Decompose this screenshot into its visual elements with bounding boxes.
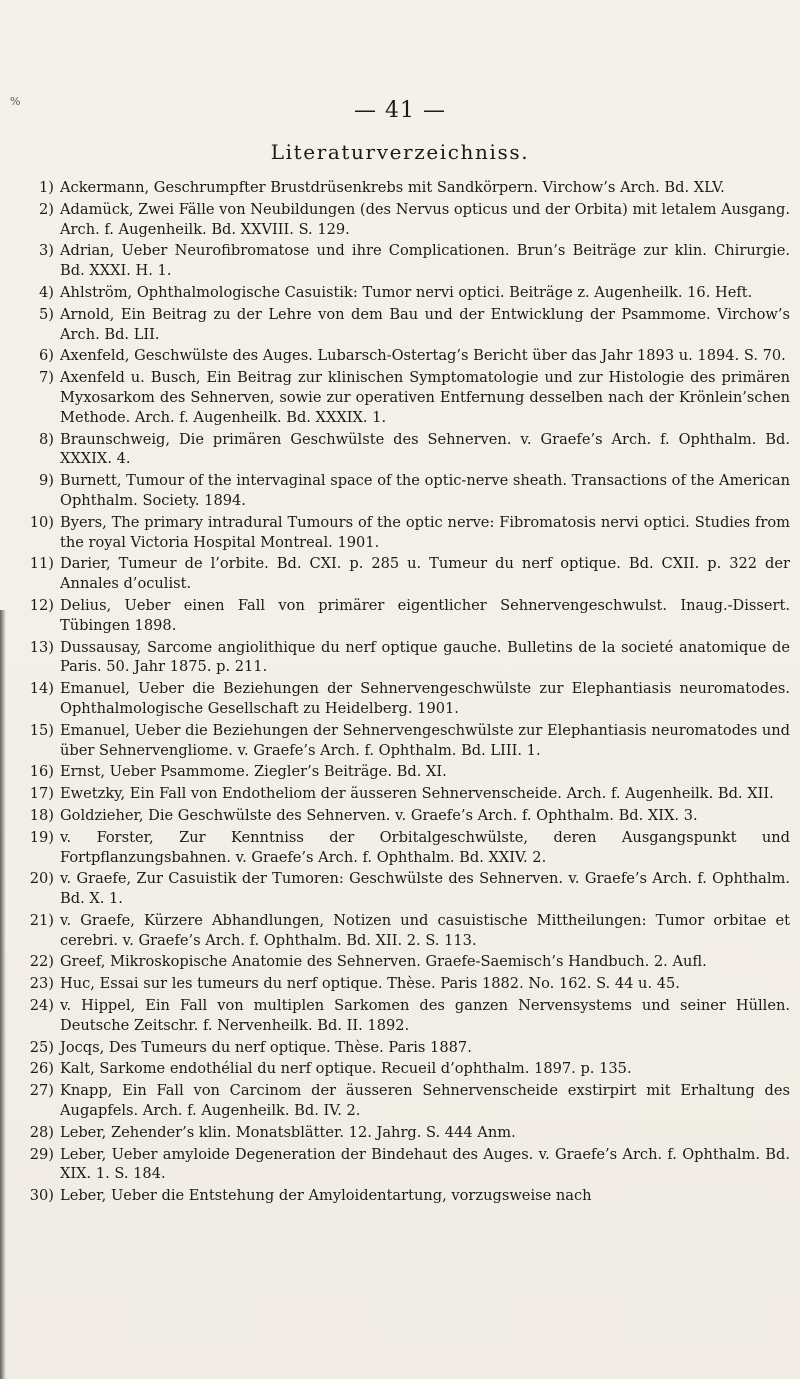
entry-number: 18) <box>29 806 54 824</box>
entry-number: 7) <box>39 369 54 387</box>
bibliography-entry <box>0 638 790 678</box>
entry-number: 29) <box>29 1145 54 1163</box>
bibliography-entry <box>0 911 790 951</box>
entry-text: v. Graefe, Zur Casuistik der Tumoren: Geschwülste des Sehnerven. v. Graefe’s Arch. f. Ophthalm. Bd. X. 1. <box>60 870 790 908</box>
entry-text: Greef, Mikroskopische Anatomie des Sehnerven. Graefe-Saemisch’s Handbuch. 2. Aufl. <box>60 953 707 971</box>
bibliography-entry <box>0 762 790 782</box>
entry-text: Burnett, Tumour of the intervaginal space of the optic-nerve sheath. Transactions of the American Ophthalm. Society. 1894. <box>60 472 790 509</box>
bibliography-entry <box>0 471 790 511</box>
entry-text: Dussausay, Sarcome angiolithique du nerf optique gauche. Bulletins de la societé anatomique de Paris. 50. Jahr 1875. p. 211. <box>60 638 790 676</box>
entry-number: 22) <box>29 953 54 971</box>
entry-number: 30) <box>29 1187 54 1205</box>
entry-number: 27) <box>29 1082 54 1100</box>
bibliography-entry <box>0 828 790 868</box>
bibliography-entry <box>0 346 790 366</box>
entry-text: Axenfeld, Geschwülste des Auges. Lubarsch-Ostertag’s Bericht über das Jahr 1893 u. 1894. S. 70. <box>60 347 786 365</box>
bibliography-entry <box>0 596 790 636</box>
bibliography-list <box>0 178 790 1208</box>
entry-text: Leber, Zehender’s klin. Monatsblätter. 12. Jahrg. S. 444 Anm. <box>60 1123 516 1141</box>
bibliography-entry <box>0 679 790 719</box>
entry-text: Adrian, Ueber Neurofibromatose und ihre Complicationen. Brun’s Beiträge zur klin. Chirurgie. Bd. XXXI. H. 1. <box>60 242 790 280</box>
entry-number: 8) <box>39 430 54 448</box>
entry-text: Darier, Tumeur de l’orbite. Bd. CXI. p. 285 u. Tumeur du nerf optique. Bd. CXII. p. 322 der Annales d’oculist. <box>60 555 790 593</box>
bibliography-entry <box>0 806 790 826</box>
entry-number: 17) <box>29 785 54 803</box>
bibliography-entry <box>0 554 790 594</box>
bibliography-entry <box>0 996 790 1036</box>
entry-number: 25) <box>29 1038 54 1056</box>
bibliography-entry <box>0 974 790 994</box>
bibliography-entry <box>0 513 790 553</box>
entry-text: Ewetzky, Ein Fall von Endotheliom der äusseren Sehnervenscheide. Arch. f. Augenheilk. Bd. XII. <box>60 785 774 803</box>
entry-text: Braunschweig, Die primären Geschwülste des Sehnerven. v. Graefe’s Arch. f. Ophthalm. Bd. XXXIX. 4. <box>60 430 790 468</box>
bibliography-entry <box>0 1081 790 1121</box>
entry-number: 4) <box>39 283 54 301</box>
entry-text: v. Forster, Zur Kenntniss der Orbitalgeschwülste, deren Ausgangspunkt und Fortpflanzungsbahnen. v. Graefe’s Arch. f. Ophthalm. Bd. XXIV. 2. <box>60 828 790 866</box>
entry-number: 11) <box>29 555 54 573</box>
bibliography-entry <box>0 1059 790 1079</box>
entry-text: v. Hippel, Ein Fall von multiplen Sarkomen des ganzen Nervensystems und seiner Hüllen. Deutsche Zeitschr. f. Nervenheilk. Bd. II. 1892. <box>60 997 790 1034</box>
entry-text: Ernst, Ueber Psammome. Ziegler’s Beiträge. Bd. XI. <box>60 763 447 781</box>
bibliography-entry <box>0 721 790 761</box>
entry-number: 28) <box>29 1123 54 1141</box>
entry-number: 21) <box>29 911 54 929</box>
bibliography-entry <box>0 784 790 804</box>
bibliography-entry <box>0 1123 790 1143</box>
entry-number: 2) <box>39 200 54 218</box>
entry-number: 26) <box>29 1060 54 1078</box>
entry-text: Goldzieher, Die Geschwülste des Sehnerven. v. Graefe’s Arch. f. Ophthalm. Bd. XIX. 3. <box>60 806 698 824</box>
entry-number: 1) <box>39 179 54 196</box>
entry-text: Ackermann, Geschrumpfter Brustdrüsenkrebs mit Sandkörpern. Virchow’s Arch. Bd. XLV. <box>60 179 725 196</box>
entry-number: 19) <box>29 828 54 846</box>
entry-text: Knapp, Ein Fall von Carcinom der äusseren Sehnervenscheide exstirpirt mit Erhaltung des Augapfels. Arch. f. Augenheilk. Bd. IV. 2. <box>60 1082 790 1120</box>
corner-mark: % <box>10 95 21 108</box>
entry-number: 20) <box>29 870 54 888</box>
page-number: — 41 — <box>354 98 446 123</box>
entry-text: Huc, Essai sur les tumeurs du nerf optique. Thèse. Paris 1882. No. 162. S. 44 u. 45. <box>60 975 680 993</box>
entry-number: 6) <box>39 347 54 365</box>
entry-text: Kalt, Sarkome endothélial du nerf optique. Recueil d’ophthalm. 1897. p. 135. <box>60 1060 632 1078</box>
entry-number: 15) <box>29 721 54 739</box>
entry-text: v. Graefe, Kürzere Abhandlungen, Notizen und casuistische Mittheilungen: Tumor orbitae et cerebri. v. Graefe’s Arch. f. Ophthalm. Bd. XII. 2. S. 113. <box>60 911 790 949</box>
entry-number: 16) <box>29 763 54 781</box>
entry-number: 3) <box>39 242 54 260</box>
bibliography-entry <box>0 241 790 281</box>
entry-text: Emanuel, Ueber die Beziehungen der Sehnervengeschwülste zur Elephantiasis neuromatodes. Ophthalmologische Gesellschaft zu Heidelberg. 1901. <box>60 680 790 717</box>
bibliography-entry <box>0 178 790 198</box>
bibliography-entry <box>0 1186 790 1206</box>
entry-number: 24) <box>29 997 54 1015</box>
bibliography-entry <box>0 869 790 909</box>
bibliography-entry <box>0 283 790 303</box>
bibliography-entry <box>0 1038 790 1058</box>
entry-text: Axenfeld u. Busch, Ein Beitrag zur klinischen Symptomatologie und zur Histologie des primären Myxosarkom des Sehnerven, sowie zur operativen Entfernung desselben nach der Krönlein’schen Methode. Arch. f. Augenheilk. Bd. XXXIX. 1. <box>60 369 790 426</box>
entry-text: Leber, Ueber die Entstehung der Amyloidentartung, vorzugsweise nach <box>60 1187 592 1205</box>
entry-text: Jocqs, Des Tumeurs du nerf optique. Thèse. Paris 1887. <box>60 1038 472 1056</box>
entry-text: Delius, Ueber einen Fall von primärer eigentlicher Sehnervengeschwulst. Inaug.-Dissert. Tübingen 1898. <box>60 596 790 634</box>
page-title: Literaturverzeichniss. <box>270 140 530 164</box>
entry-text: Byers, The primary intradural Tumours of the optic nerve: Fibromatosis nervi optici. Studies from the royal Victoria Hospital Montreal. 1901. <box>60 513 790 551</box>
entry-number: 5) <box>39 305 54 323</box>
entry-text: Arnold, Ein Beitrag zu der Lehre von dem Bau und der Entwicklung der Psammome. Virchow’s Arch. Bd. LII. <box>60 305 790 343</box>
entry-number: 9) <box>39 472 54 490</box>
entry-number: 14) <box>29 680 54 698</box>
bibliography-entry <box>0 430 790 470</box>
entry-text: Ahlström, Ophthalmologische Casuistik: Tumor nervi optici. Beiträge z. Augenheilk. 16. Heft. <box>60 283 753 301</box>
entry-number: 10) <box>29 513 54 531</box>
bibliography-entry <box>0 1145 790 1185</box>
entry-number: 23) <box>29 975 54 993</box>
bibliography-entry <box>0 200 790 240</box>
bibliography-entry <box>0 368 790 427</box>
entry-number: 13) <box>29 638 54 656</box>
bibliography-entry <box>0 952 790 972</box>
entry-text: Adamück, Zwei Fälle von Neubildungen (des Nervus opticus und der Orbita) mit letalem Ausgang. Arch. f. Augenheilk. Bd. XXVIII. S. 129. <box>60 200 790 238</box>
bibliography-entry <box>0 305 790 345</box>
entry-number: 12) <box>29 596 54 614</box>
entry-text: Emanuel, Ueber die Beziehungen der Sehnervengeschwülste zur Elephantiasis neuromatodes und über Sehnervengliome. v. Graefe’s Arch. f. Ophthalm. Bd. LIII. 1. <box>60 721 790 759</box>
entry-text: Leber, Ueber amyloide Degeneration der Bindehaut des Auges. v. Graefe’s Arch. f. Ophthalm. Bd. XIX. 1. S. 184. <box>60 1145 790 1183</box>
